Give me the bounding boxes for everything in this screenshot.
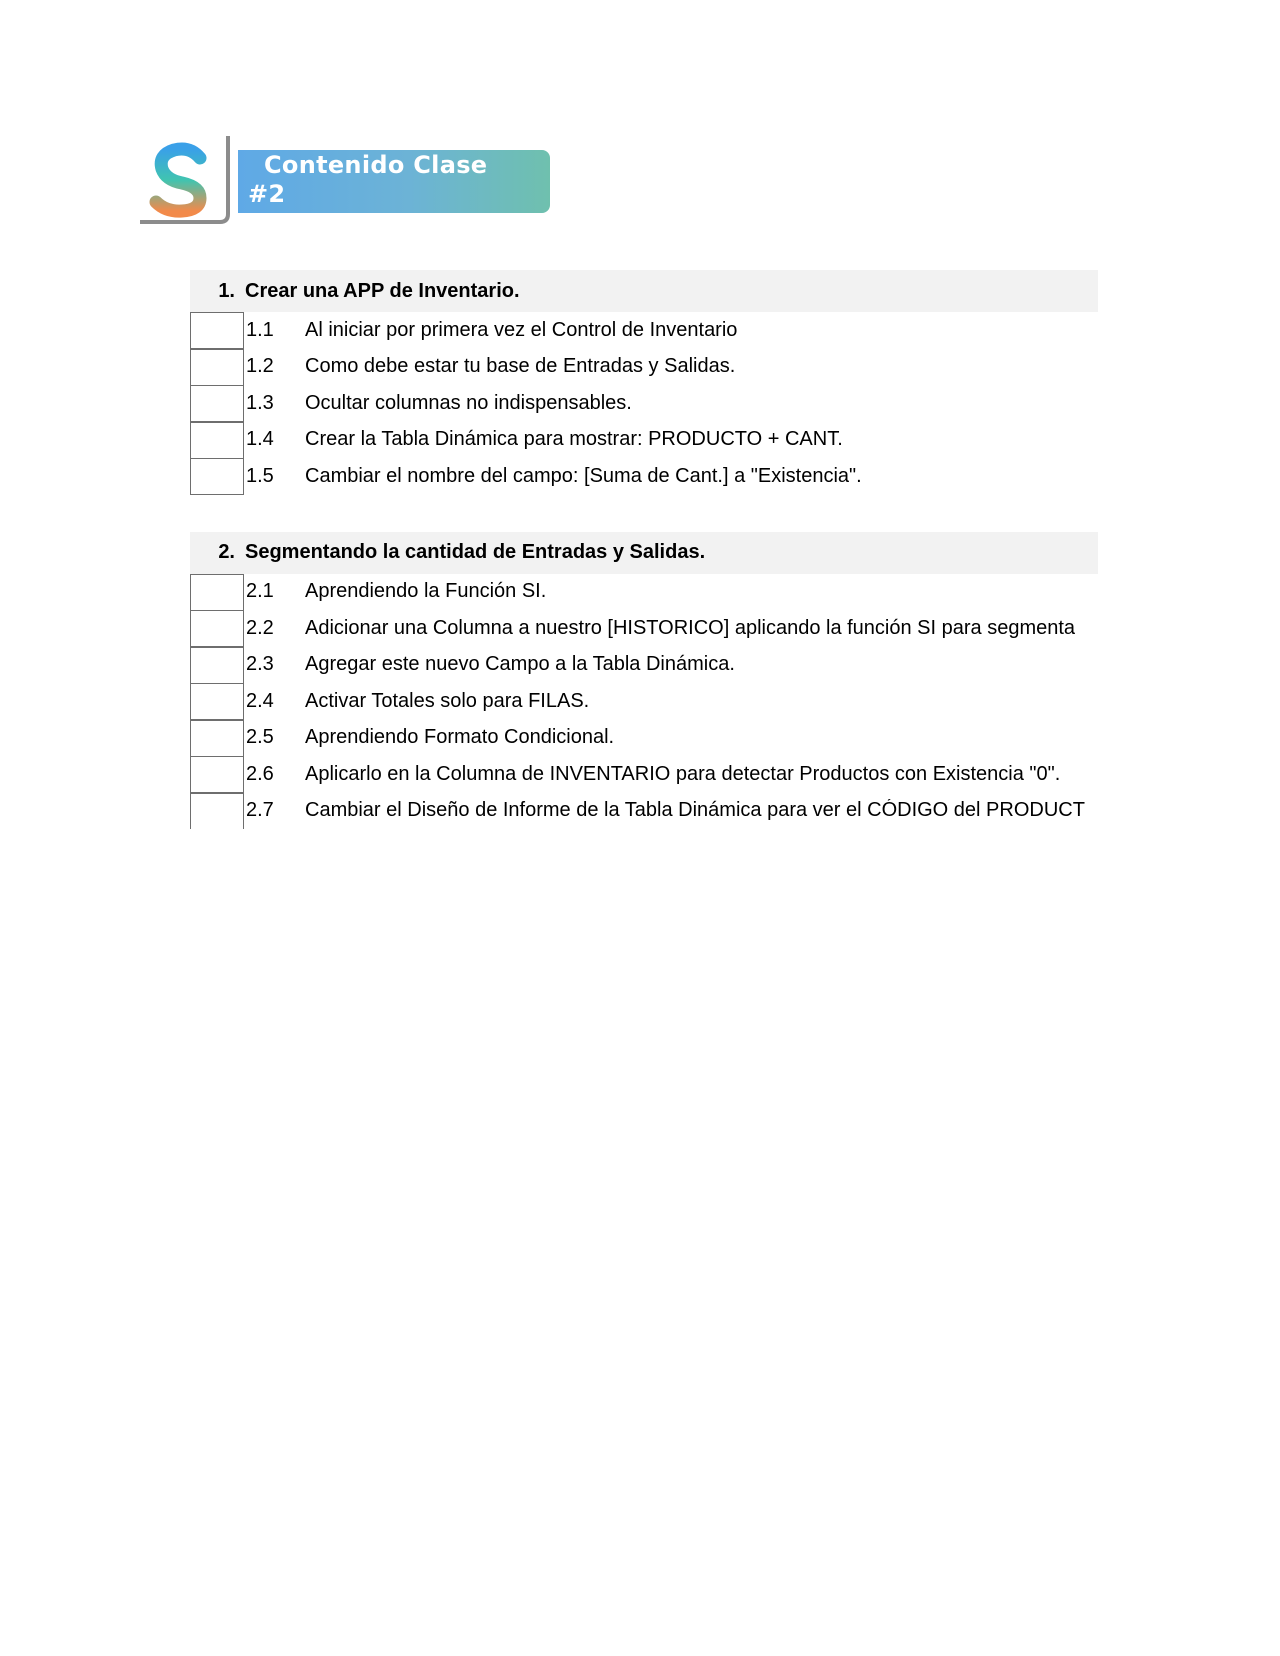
- section-number: 1.: [218, 279, 235, 302]
- list-item: [190, 647, 1098, 684]
- list-item: [190, 349, 1098, 386]
- header-logo-area: [140, 136, 550, 232]
- section-1: [190, 270, 1098, 495]
- item-number: 2.3: [246, 653, 274, 676]
- item-text: Crear la Tabla Dinámica para mostrar: PRODUCTO + CANT.: [305, 428, 843, 451]
- item-number: 1.3: [246, 391, 274, 414]
- section-header: [190, 270, 1098, 312]
- item-text: Aprendiendo la Función SI.: [305, 580, 547, 603]
- item-number: 2.2: [246, 616, 274, 639]
- item-text: Cambiar el nombre del campo: [Suma de Cant.] a "Existencia".: [305, 464, 862, 487]
- checkbox-cell[interactable]: [190, 720, 244, 756]
- checkbox-cell[interactable]: [190, 422, 244, 458]
- list-item: [190, 793, 1098, 830]
- checkbox-cell[interactable]: [190, 793, 244, 829]
- item-number: 2.5: [246, 726, 274, 749]
- checkbox-cell[interactable]: [190, 647, 244, 683]
- checkbox-cell[interactable]: [190, 458, 244, 494]
- item-number: 1.4: [246, 428, 274, 451]
- item-text: Ocultar columnas no indispensables.: [305, 391, 632, 414]
- item-number: 2.6: [246, 762, 274, 785]
- item-number: 1.5: [246, 464, 274, 487]
- title-line-1: Contenido Clase: [264, 151, 488, 179]
- checkbox-cell[interactable]: [190, 349, 244, 385]
- list-item: [190, 458, 1098, 495]
- logo-s-icon: [140, 136, 236, 228]
- list-item: [190, 720, 1098, 757]
- title-line-2: #2: [248, 180, 286, 208]
- item-number: 2.7: [246, 799, 274, 822]
- list-item: [190, 610, 1098, 647]
- item-text: Cambiar el Diseño de Informe de la Tabla Dinámica para ver el CÓDIGO del PRODUCT: [305, 799, 1085, 822]
- section-title: Crear una APP de Inventario.: [245, 279, 520, 302]
- item-text: Aprendiendo Formato Condicional.: [305, 726, 615, 749]
- section-title: Segmentando la cantidad de Entradas y Salidas.: [245, 541, 706, 563]
- title-banner: [238, 150, 550, 213]
- list-item: [190, 574, 1098, 611]
- item-number: 1.1: [246, 318, 274, 341]
- checkbox-cell[interactable]: [190, 756, 244, 792]
- list-item: [190, 312, 1098, 349]
- checkbox-cell[interactable]: [190, 683, 244, 719]
- item-number: 2.1: [246, 580, 274, 603]
- checkbox-cell[interactable]: [190, 312, 244, 348]
- checkbox-cell[interactable]: [190, 610, 244, 646]
- item-text: Agregar este nuevo Campo a la Tabla Dinámica.: [305, 653, 735, 676]
- checkbox-cell[interactable]: [190, 385, 244, 421]
- item-text: Como debe estar tu base de Entradas y Salidas.: [305, 355, 736, 378]
- list-item: [190, 756, 1098, 793]
- item-number: 1.2: [246, 355, 274, 378]
- item-text: Activar Totales solo para FILAS.: [305, 689, 590, 712]
- list-item: [190, 422, 1098, 459]
- list-item: [190, 683, 1098, 720]
- section-number: 2.: [218, 541, 235, 563]
- class-content-table: [190, 270, 1098, 866]
- item-number: 2.4: [246, 689, 274, 712]
- item-text: Al iniciar por primera vez el Control de Inventario: [305, 318, 738, 341]
- item-text: Aplicarlo en la Columna de INVENTARIO para detectar Productos con Existencia "0".: [305, 762, 1061, 785]
- item-text: Adicionar una Columna a nuestro [HISTORICO] aplicando la función SI para segmenta: [305, 616, 1076, 639]
- section-2: [190, 532, 1098, 830]
- list-item: [190, 385, 1098, 422]
- checkbox-cell[interactable]: [190, 574, 244, 610]
- section-header: [190, 532, 1098, 574]
